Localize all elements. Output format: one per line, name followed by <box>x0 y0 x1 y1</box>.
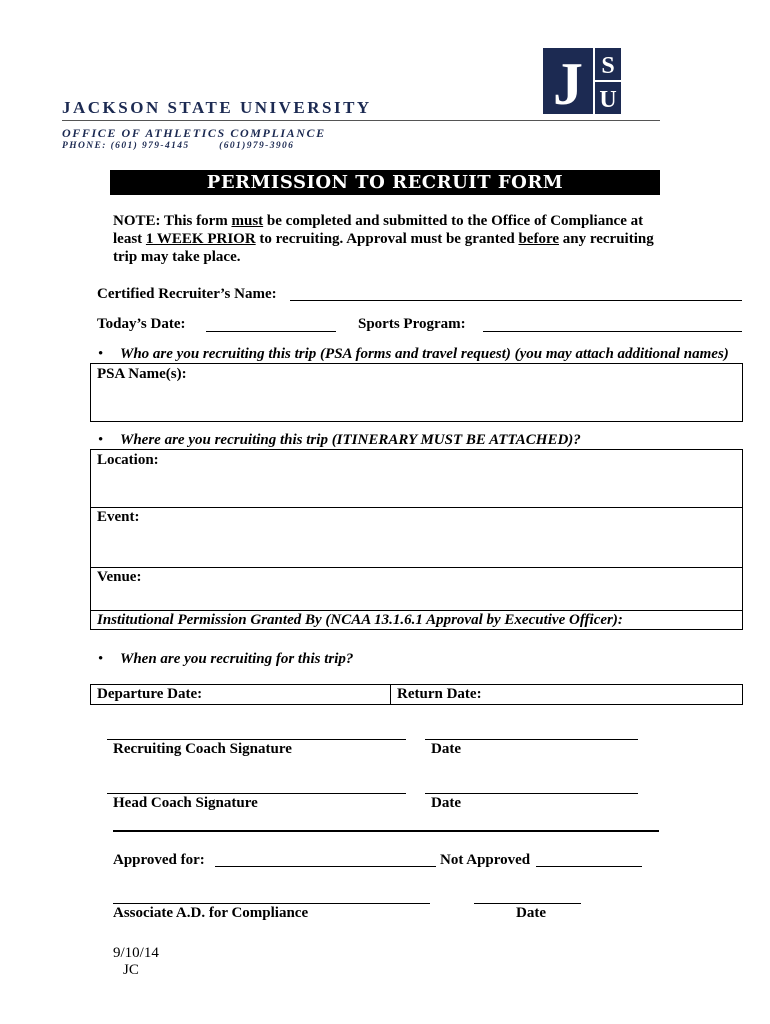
head-coach-date-line[interactable] <box>425 793 638 794</box>
question-when: • When are you recruiting for this trip? <box>98 651 354 667</box>
form-title: PERMISSION TO RECRUIT FORM <box>110 170 660 195</box>
not-approved-field[interactable] <box>536 866 642 867</box>
approved-for-field[interactable] <box>215 866 436 867</box>
departure-date-label[interactable]: Departure Date: <box>97 686 203 702</box>
approved-for-label: Approved for: <box>113 852 205 868</box>
office-name: OFFICE OF ATHLETICS COMPLIANCE <box>62 126 326 140</box>
revision-initials: JC <box>123 962 139 978</box>
phone-number-2: (601)979-3906 <box>219 141 295 151</box>
header-divider <box>62 120 660 121</box>
row-divider <box>91 507 742 508</box>
section-divider <box>113 830 659 832</box>
phone-label: PHONE: <box>62 141 107 151</box>
associate-ad-date-line[interactable] <box>474 903 581 904</box>
logo-letter-u: U <box>599 87 617 113</box>
associate-ad-label: Associate A.D. for Compliance <box>113 905 309 921</box>
travel-dates-box <box>90 684 743 705</box>
phone-number-1: (601) 979-4145 <box>110 141 190 151</box>
venue-label: Venue: <box>97 569 142 585</box>
location-label: Location: <box>97 452 159 468</box>
recruiting-coach-date-line[interactable] <box>425 739 638 740</box>
recruiter-name-label: Certified Recruiter’s Name: <box>97 286 277 302</box>
itinerary-box <box>90 449 743 630</box>
bullet-icon: • <box>98 651 104 667</box>
sports-program-field[interactable] <box>483 331 742 332</box>
bullet-icon: • <box>98 346 104 362</box>
note-week-prior: 1 WEEK PRIOR <box>145 231 256 247</box>
question-who: • Who are you recruiting this trip (PSA forms and travel request) (you may attach additional names) <box>98 346 729 362</box>
question-where: • Where are you recruiting this trip (ITINERARY MUST BE ATTACHED)? <box>98 432 581 448</box>
row-divider <box>91 567 742 568</box>
return-date-label[interactable]: Return Date: <box>397 686 482 702</box>
associate-ad-date-label: Date <box>516 905 546 921</box>
todays-date-field[interactable] <box>206 331 336 332</box>
jsu-logo <box>543 48 621 114</box>
head-coach-date-label: Date <box>431 795 461 811</box>
university-name: JACKSON STATE UNIVERSITY <box>62 98 372 117</box>
form-note: NOTE: This form must be completed and submitted to the Office of Compliance at least 1 WEEK PRIOR to recruiting. Approval must be granted before any recruiting trip may take place. <box>113 213 654 265</box>
recruiting-coach-signature-line[interactable] <box>107 739 406 740</box>
recruiter-name-field[interactable] <box>290 300 742 301</box>
phone-line <box>62 141 294 151</box>
not-approved-label: Not Approved <box>440 852 531 868</box>
todays-date-label: Today’s Date: <box>97 316 186 332</box>
head-coach-signature-line[interactable] <box>107 793 406 794</box>
permission-label: Institutional Permission Granted By (NCAA 13.1.6.1 Approval by Executive Officer): <box>97 612 623 628</box>
revision-date: 9/10/14 <box>113 945 159 961</box>
note-must: must <box>231 213 264 229</box>
event-label: Event: <box>97 509 140 525</box>
sports-program-label: Sports Program: <box>358 316 466 332</box>
bullet-icon: • <box>98 432 104 448</box>
recruiting-coach-date-label: Date <box>431 741 461 757</box>
head-coach-signature-label: Head Coach Signature <box>113 795 258 811</box>
associate-ad-signature-line[interactable] <box>113 903 430 904</box>
psa-names-label: PSA Name(s): <box>97 366 187 382</box>
logo-letter-s: S <box>601 53 615 79</box>
logo-letter-j: J <box>553 51 583 114</box>
recruiting-coach-signature-label: Recruiting Coach Signature <box>113 741 292 757</box>
row-divider <box>91 610 742 611</box>
column-divider <box>390 685 391 704</box>
note-before: before <box>518 231 559 247</box>
psa-names-box[interactable] <box>90 363 743 422</box>
